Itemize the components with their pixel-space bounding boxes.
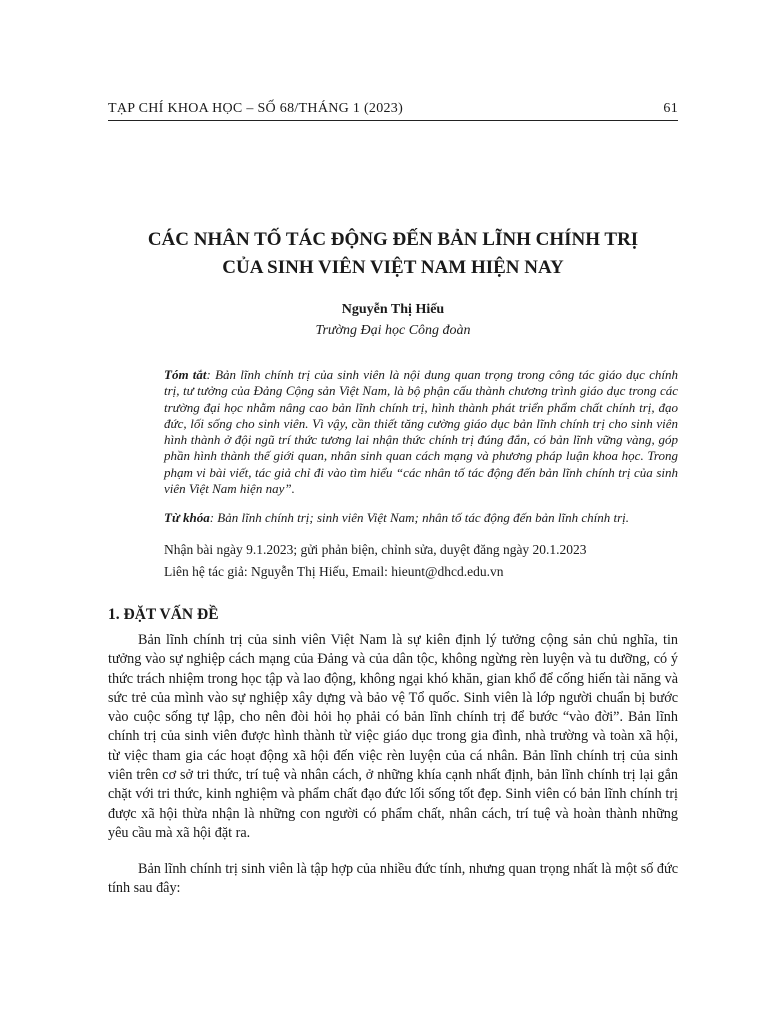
journal-name: TẠP CHÍ KHOA HỌC – SỐ 68/THÁNG 1 (2023): [108, 101, 404, 116]
keywords: [164, 510, 678, 526]
author-affiliation: Trường Đại học Công đoàn: [315, 323, 471, 338]
running-header: [108, 101, 678, 117]
article-title: [108, 226, 678, 282]
title-line-1: CÁC NHÂN TỐ TÁC ĐỘNG ĐẾN BẢN LĨNH CHÍNH TRỊ: [147, 229, 639, 250]
keywords-text: : Bản lĩnh chính trị; sinh viên Việt Nam; nhân tố tác động đến bản lĩnh chính trị.: [209, 510, 630, 525]
received-info: Nhận bài ngày 9.1.2023; gửi phản biện, chỉnh sửa, duyệt đăng ngày 20.1.2023: [164, 542, 587, 557]
keywords-label: Từ khóa: [164, 510, 210, 525]
body-paragraph-1: Bản lĩnh chính trị của sinh viên Việt Nam là sự kiên định lý tưởng cộng sản chủ nghĩa, tin tưởng vào sự nghiệp cách mạng của Đảng và của dân tộc, không ngừng rèn luyện và tu dưỡng, có ý thức trách nhiệm trong học tập và lao động, không ngại khó khăn, gian khổ để cống hiến tài năng và sức trẻ của mình vào sự nghiệp xây dựng và bảo vệ Tổ quốc. Sinh viên là lớp người chuẩn bị bước vào cuộc sống tự lập, cho nên đòi hỏi họ phải có bản lĩnh chính trị để bước “vào đời”. Bản lĩnh chính trị của sinh viên được hình thành từ việc giáo dục trong gia đình, nhà trường và toàn xã hội, từ việc tham gia các hoạt động xã hội đến việc rèn luyện của cá nhân. Bản lĩnh chính trị của sinh viên trên cơ sở tri thức, trí tuệ và nhân cách, ở những khía cạnh nhất định, bản lĩnh chính trị lại gắn chặt với tri thức, kinh nghiệm và phẩm chất đạo đức lối sống tốt đẹp. Sinh viên có bản lĩnh chính trị được xã hội thừa nhận là những con người có phẩm chất, nhân cách, trí tuệ và hoàn thành những yêu cầu mà xã hội đặt ra.: [108, 632, 678, 841]
abstract: [164, 367, 678, 497]
abstract-text: : Bản lĩnh chính trị của sinh viên là nội dung quan trọng trong công tác giáo dục chính trị, tư tưởng của Đảng Cộng sản Việt Nam, là bộ phận cấu thành chương trình giáo dục trong các trường đại học nhằm nâng cao bản lĩnh chính trị, hình thành phát triển phẩm chất chính trị, đạo đức, lối sống cho sinh viên. Vì vậy, cần thiết tăng cường giáo dục bản lĩnh chính trị cho sinh viên hình thành ở đội ngũ trí thức tương lai nhận thức chính trị đúng đắn, có bản lĩnh vững vàng, góp phần hình thành thế giới quan, nhân sinh quan cách mạng và phương pháp luận khoa học. Trong phạm vi bài viết, tác giả chỉ đi vào tìm hiểu “các nhân tố tác động đến bản lĩnh chính trị của sinh viên Việt Nam hiện nay”.: [164, 367, 678, 497]
header-divider: [108, 120, 678, 121]
author-contact: Liên hệ tác giả: Nguyễn Thị Hiếu, Email: hieunt@dhcd.edu.vn: [164, 564, 504, 579]
title-line-2: CỦA SINH VIÊN VIỆT NAM HIỆN NAY: [222, 257, 564, 278]
page-number: 61: [663, 101, 678, 116]
body-paragraph-2: Bản lĩnh chính trị sinh viên là tập hợp của nhiều đức tính, nhưng quan trọng nhất là một số đức tính sau đây:: [108, 861, 678, 897]
author-name: Nguyễn Thị Hiếu: [341, 302, 445, 317]
section-heading: 1. ĐẶT VẤN ĐỀ: [108, 606, 219, 623]
abstract-label: Tóm tắt: [164, 367, 207, 382]
